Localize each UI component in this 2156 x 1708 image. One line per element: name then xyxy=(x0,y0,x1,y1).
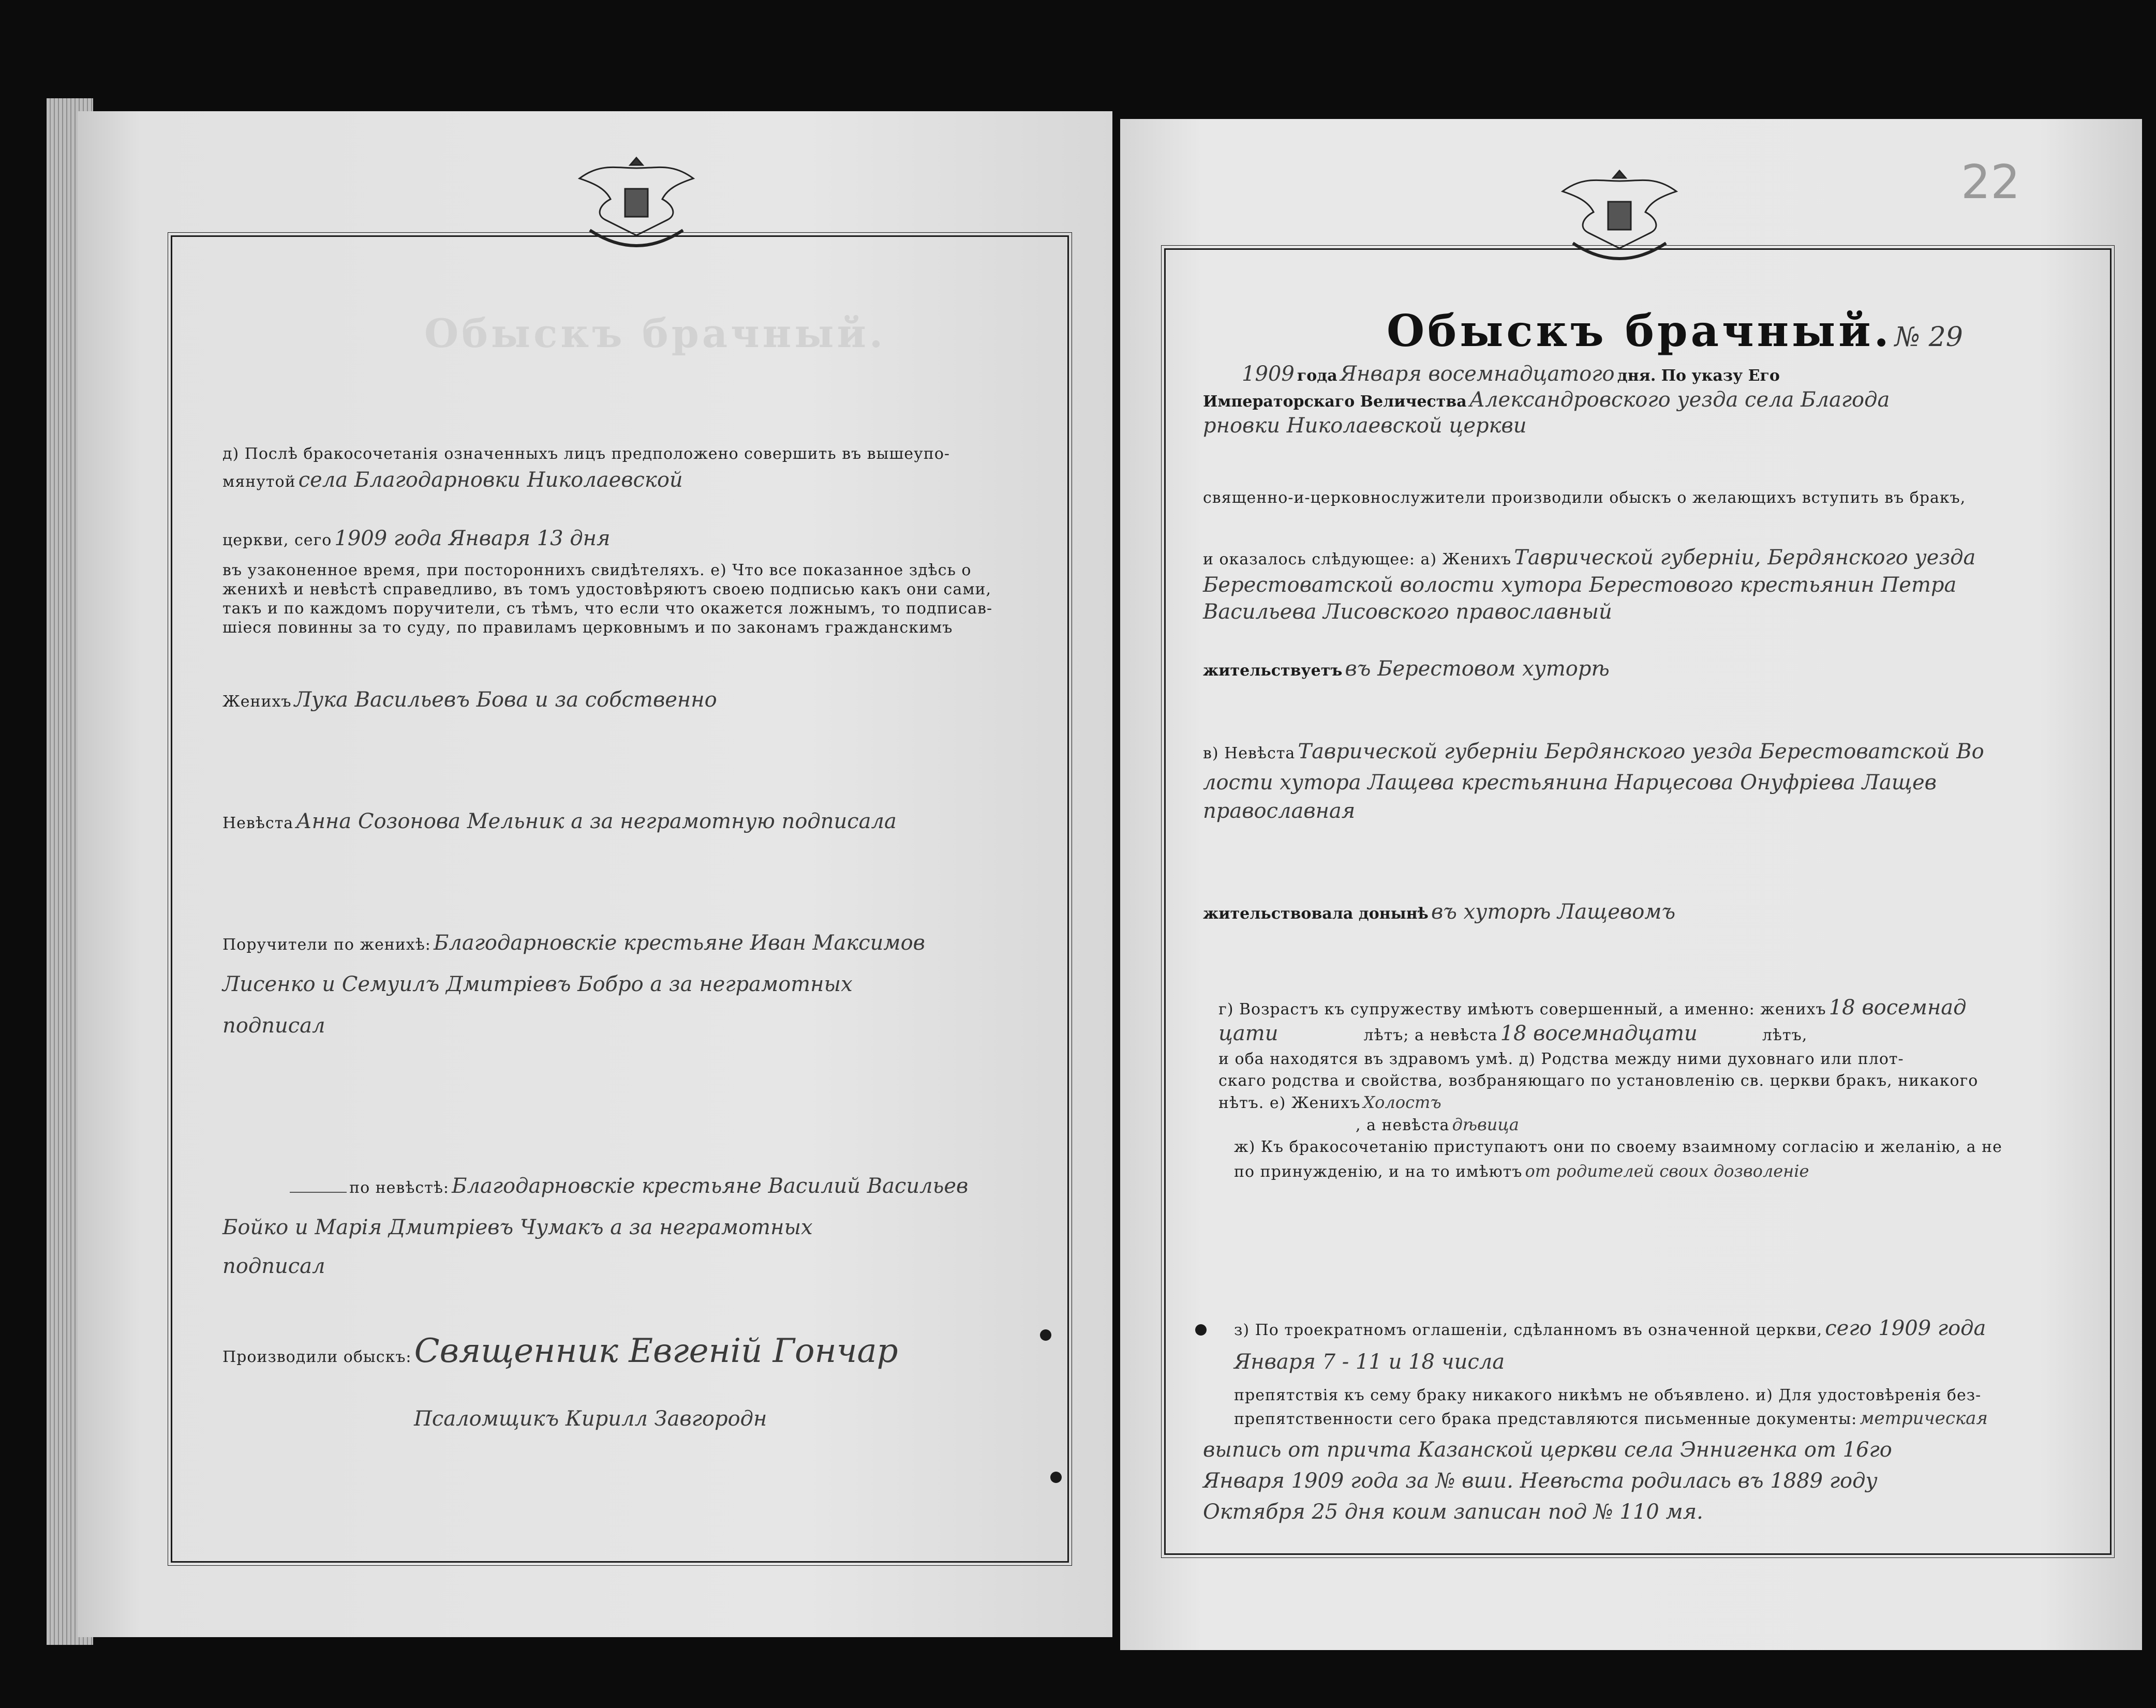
bleed-through-heading: Обыскъ брачный. xyxy=(424,310,886,356)
clause-line-1: д) Послѣ бракосочетанія означенныхъ лицъ предположено совершить въ вышеупо- xyxy=(222,445,950,463)
bride-status-hw: дѣвица xyxy=(1452,1115,1519,1134)
wedding-place-handwritten: села Благодарновки Николаевской xyxy=(298,468,683,492)
priest-signature: Священник Евгеній Гончар xyxy=(414,1332,898,1370)
church-line xyxy=(222,527,611,550)
bride-label: в) Невѣста xyxy=(1203,744,1296,762)
pencil-page-number: 22 xyxy=(1961,155,2020,209)
binding-hole xyxy=(1040,1329,1051,1341)
bride-sureties-hw-1: Благодарновскіе крестьяне Василий Васильев xyxy=(452,1174,969,1198)
docs-hw-2: Января 1909 года за № вши. Невѣста родилась въ 1889 году xyxy=(1203,1469,1878,1493)
clause-line-2 xyxy=(222,468,683,492)
bride-hw-1: Таврической губерніи Бердянского уезда Берестоватской Во xyxy=(1298,740,1984,763)
groom-sureties-hw-1: Благодарновскіе крестьяне Иван Максимов xyxy=(434,931,925,955)
groom-age-hw: 18 восемнад xyxy=(1828,996,1967,1020)
binding-hole xyxy=(1050,1472,1062,1483)
psalmist-signature: Псаломщикъ Кирилл Завгородн xyxy=(414,1407,767,1431)
bride-residence-line xyxy=(1203,900,1675,924)
attest-line-1: въ узаконенное время, при постороннихъ свидѣтеляхъ. е) Что все показанное здѣсь о xyxy=(222,561,972,579)
years-bride-text: лѣтъ; а невѣста xyxy=(1363,1026,1498,1044)
bride-status-prefix: , а невѣста xyxy=(1356,1116,1450,1134)
banns-dates-hw: Января 7 - 11 и 18 числа xyxy=(1234,1350,1505,1374)
none-text: нѣтъ. е) Женихъ xyxy=(1218,1094,1361,1112)
groom-residence-line xyxy=(1203,657,1610,681)
bride-hw-3: православная xyxy=(1203,799,1356,823)
clause-place-prefix: мянутой xyxy=(222,473,296,491)
groom-status-hw: Холостъ xyxy=(1363,1092,1441,1112)
header-line-2 xyxy=(1203,388,1890,412)
header-county-hw: Александровского уезда села Благода xyxy=(1469,388,1890,412)
bride-line-1 xyxy=(1203,740,1984,763)
groom-signature-handwritten: Лука Васильевъ Бова и за собственно xyxy=(294,688,717,712)
banns-text: з) По троекратномъ оглашеніи, сдѣланномъ въ означенной церкви, xyxy=(1234,1321,1823,1339)
bride-residence-hw: въ хуторѣ Лащевомъ xyxy=(1431,900,1676,924)
bride-status-line xyxy=(1356,1115,1519,1134)
dash-line xyxy=(290,1192,347,1193)
groom-line-1 xyxy=(1203,546,1975,570)
age-text: г) Возрастъ къ супружеству имѣютъ совершенный, а именно: женихъ xyxy=(1218,1000,1826,1018)
groom-sureties-line-1 xyxy=(222,931,925,955)
header-dnya: дня. По указу Его xyxy=(1617,367,1780,385)
groom-residence-hw: въ Берестовом хуторѣ xyxy=(1345,657,1610,681)
clerics-line: священно-и-церковнослужители производили обыскъ о желающихъ вступить въ бракъ, xyxy=(1203,489,1966,507)
consent-line-2 xyxy=(1234,1161,1809,1181)
banns-line-1 xyxy=(1234,1316,1986,1340)
binding-hole xyxy=(1195,1324,1207,1336)
groom-residence-label: жительствуетъ xyxy=(1203,662,1343,680)
header-year-hw: 1909 xyxy=(1242,362,1295,386)
banns-year-hw: сего 1909 года xyxy=(1825,1316,1986,1340)
bride-label: Невѣста xyxy=(222,814,294,832)
church-prefix: церкви, сего xyxy=(222,531,332,549)
bride-age-hw: 18 восемнадцати xyxy=(1500,1022,1698,1045)
attest-line-3: такъ и по каждомъ поручители, съ тѣмъ, что если что окажется ложнымъ, то подписав- xyxy=(222,600,993,618)
bride-hw-2: лости хутора Лащева крестьянина Нарцесова Онуфріева Лащев xyxy=(1203,771,1937,795)
title-line xyxy=(1387,305,1963,356)
groom-age-hw-2: цати xyxy=(1218,1022,1278,1045)
groom-hw-1: Таврической губерніи, Бердянского уезда xyxy=(1514,546,1976,570)
groom-sureties-label: Поручители по женихѣ: xyxy=(222,936,431,954)
groom-hw-2: Берестоватской волости хутора Берестового крестьянин Петра xyxy=(1203,573,1957,597)
age-line-2 xyxy=(1218,1022,1807,1045)
kin-line: скаго родства и свойства, возбраняющаго по установленію св. церкви бракъ, никакого xyxy=(1218,1072,1979,1090)
groom-hw-3: Васильева Лисовского православный xyxy=(1203,600,1612,624)
bride-sureties-hw-2: Бойко и Марія Дмитріевъ Чумакъ а за неграмотных xyxy=(222,1216,813,1239)
record-number: № 29 xyxy=(1894,322,1963,353)
found-text: и оказалось слѣдующее: а) Женихъ xyxy=(1203,550,1512,568)
age-line xyxy=(1218,996,1967,1020)
bride-signature-line xyxy=(222,810,897,833)
imperial-eagle-emblem-left xyxy=(559,147,714,251)
header-god: года xyxy=(1297,367,1337,385)
groom-label: Женихъ xyxy=(222,693,292,711)
header-month-hw: Января восемнадцатого xyxy=(1340,362,1615,386)
docs-hw-1: выпись от причта Казанской церкви села Эннигенка от 16го xyxy=(1203,1438,1892,1462)
performers-label: Производили обыскъ: xyxy=(222,1348,412,1366)
groom-status-line xyxy=(1218,1092,1441,1112)
groom-sureties-hw-2: Лисенко и Семуилъ Дмитріевъ Бобро а за неграмотных xyxy=(222,972,853,996)
docs-text: препятственности сего брака представляются письменные документы: xyxy=(1234,1410,1857,1428)
wedding-date-handwritten: 1909 года Января 13 дня xyxy=(334,527,611,550)
consent-text: по принужденію, и на то имѣютъ xyxy=(1234,1163,1523,1181)
performers-line xyxy=(222,1332,898,1370)
bride-residence-label: жительствовала донынѣ xyxy=(1203,905,1429,923)
groom-sureties-hw-3: подписал xyxy=(222,1014,325,1038)
attest-line-4: шіеся повинны за то суду, по правиламъ церковнымъ и по законамъ гражданскимъ xyxy=(222,619,953,637)
header-church-hw: рновки Николаевской церкви xyxy=(1203,414,1527,438)
docs-line xyxy=(1234,1408,1988,1429)
impediment-line: препятствія къ сему браку никакого никѣмъ не объявлено. и) Для удостовѣренія без- xyxy=(1234,1386,1982,1404)
bride-signature-handwritten: Анна Созонова Мельник а за неграмотную подписала xyxy=(296,810,897,833)
docs-hw: метрическая xyxy=(1860,1408,1988,1429)
docs-hw-3: Октября 25 дня коим записан под № 110 мя. xyxy=(1203,1500,1703,1524)
header-line-1 xyxy=(1242,362,1780,386)
consent-line-1: ж) Къ бракосочетанію приступаютъ они по своему взаимному согласію и желанію, а не xyxy=(1234,1138,2002,1156)
bride-sureties-hw-3: подписал xyxy=(222,1254,325,1278)
bride-sureties-label: по невѣстѣ: xyxy=(349,1179,450,1197)
groom-signature-line xyxy=(222,688,717,712)
bride-sureties-line-1 xyxy=(290,1174,968,1198)
years-text: лѣтъ, xyxy=(1762,1026,1808,1044)
header-majesty: Императорскаго Величества xyxy=(1203,393,1467,411)
document-title: Обыскъ брачный. xyxy=(1387,305,1892,356)
health-line: и оба находятся въ здравомъ умѣ. д) Родства между ними духовнаго или плот- xyxy=(1218,1050,1904,1068)
imperial-eagle-emblem-right xyxy=(1542,160,1697,264)
attest-line-2: женихѣ и невѣстѣ справедливо, въ томъ удостовѣряютъ своею подписью какъ они сами, xyxy=(222,580,992,598)
consent-hw: от родителей своих дозволеніе xyxy=(1525,1161,1809,1181)
